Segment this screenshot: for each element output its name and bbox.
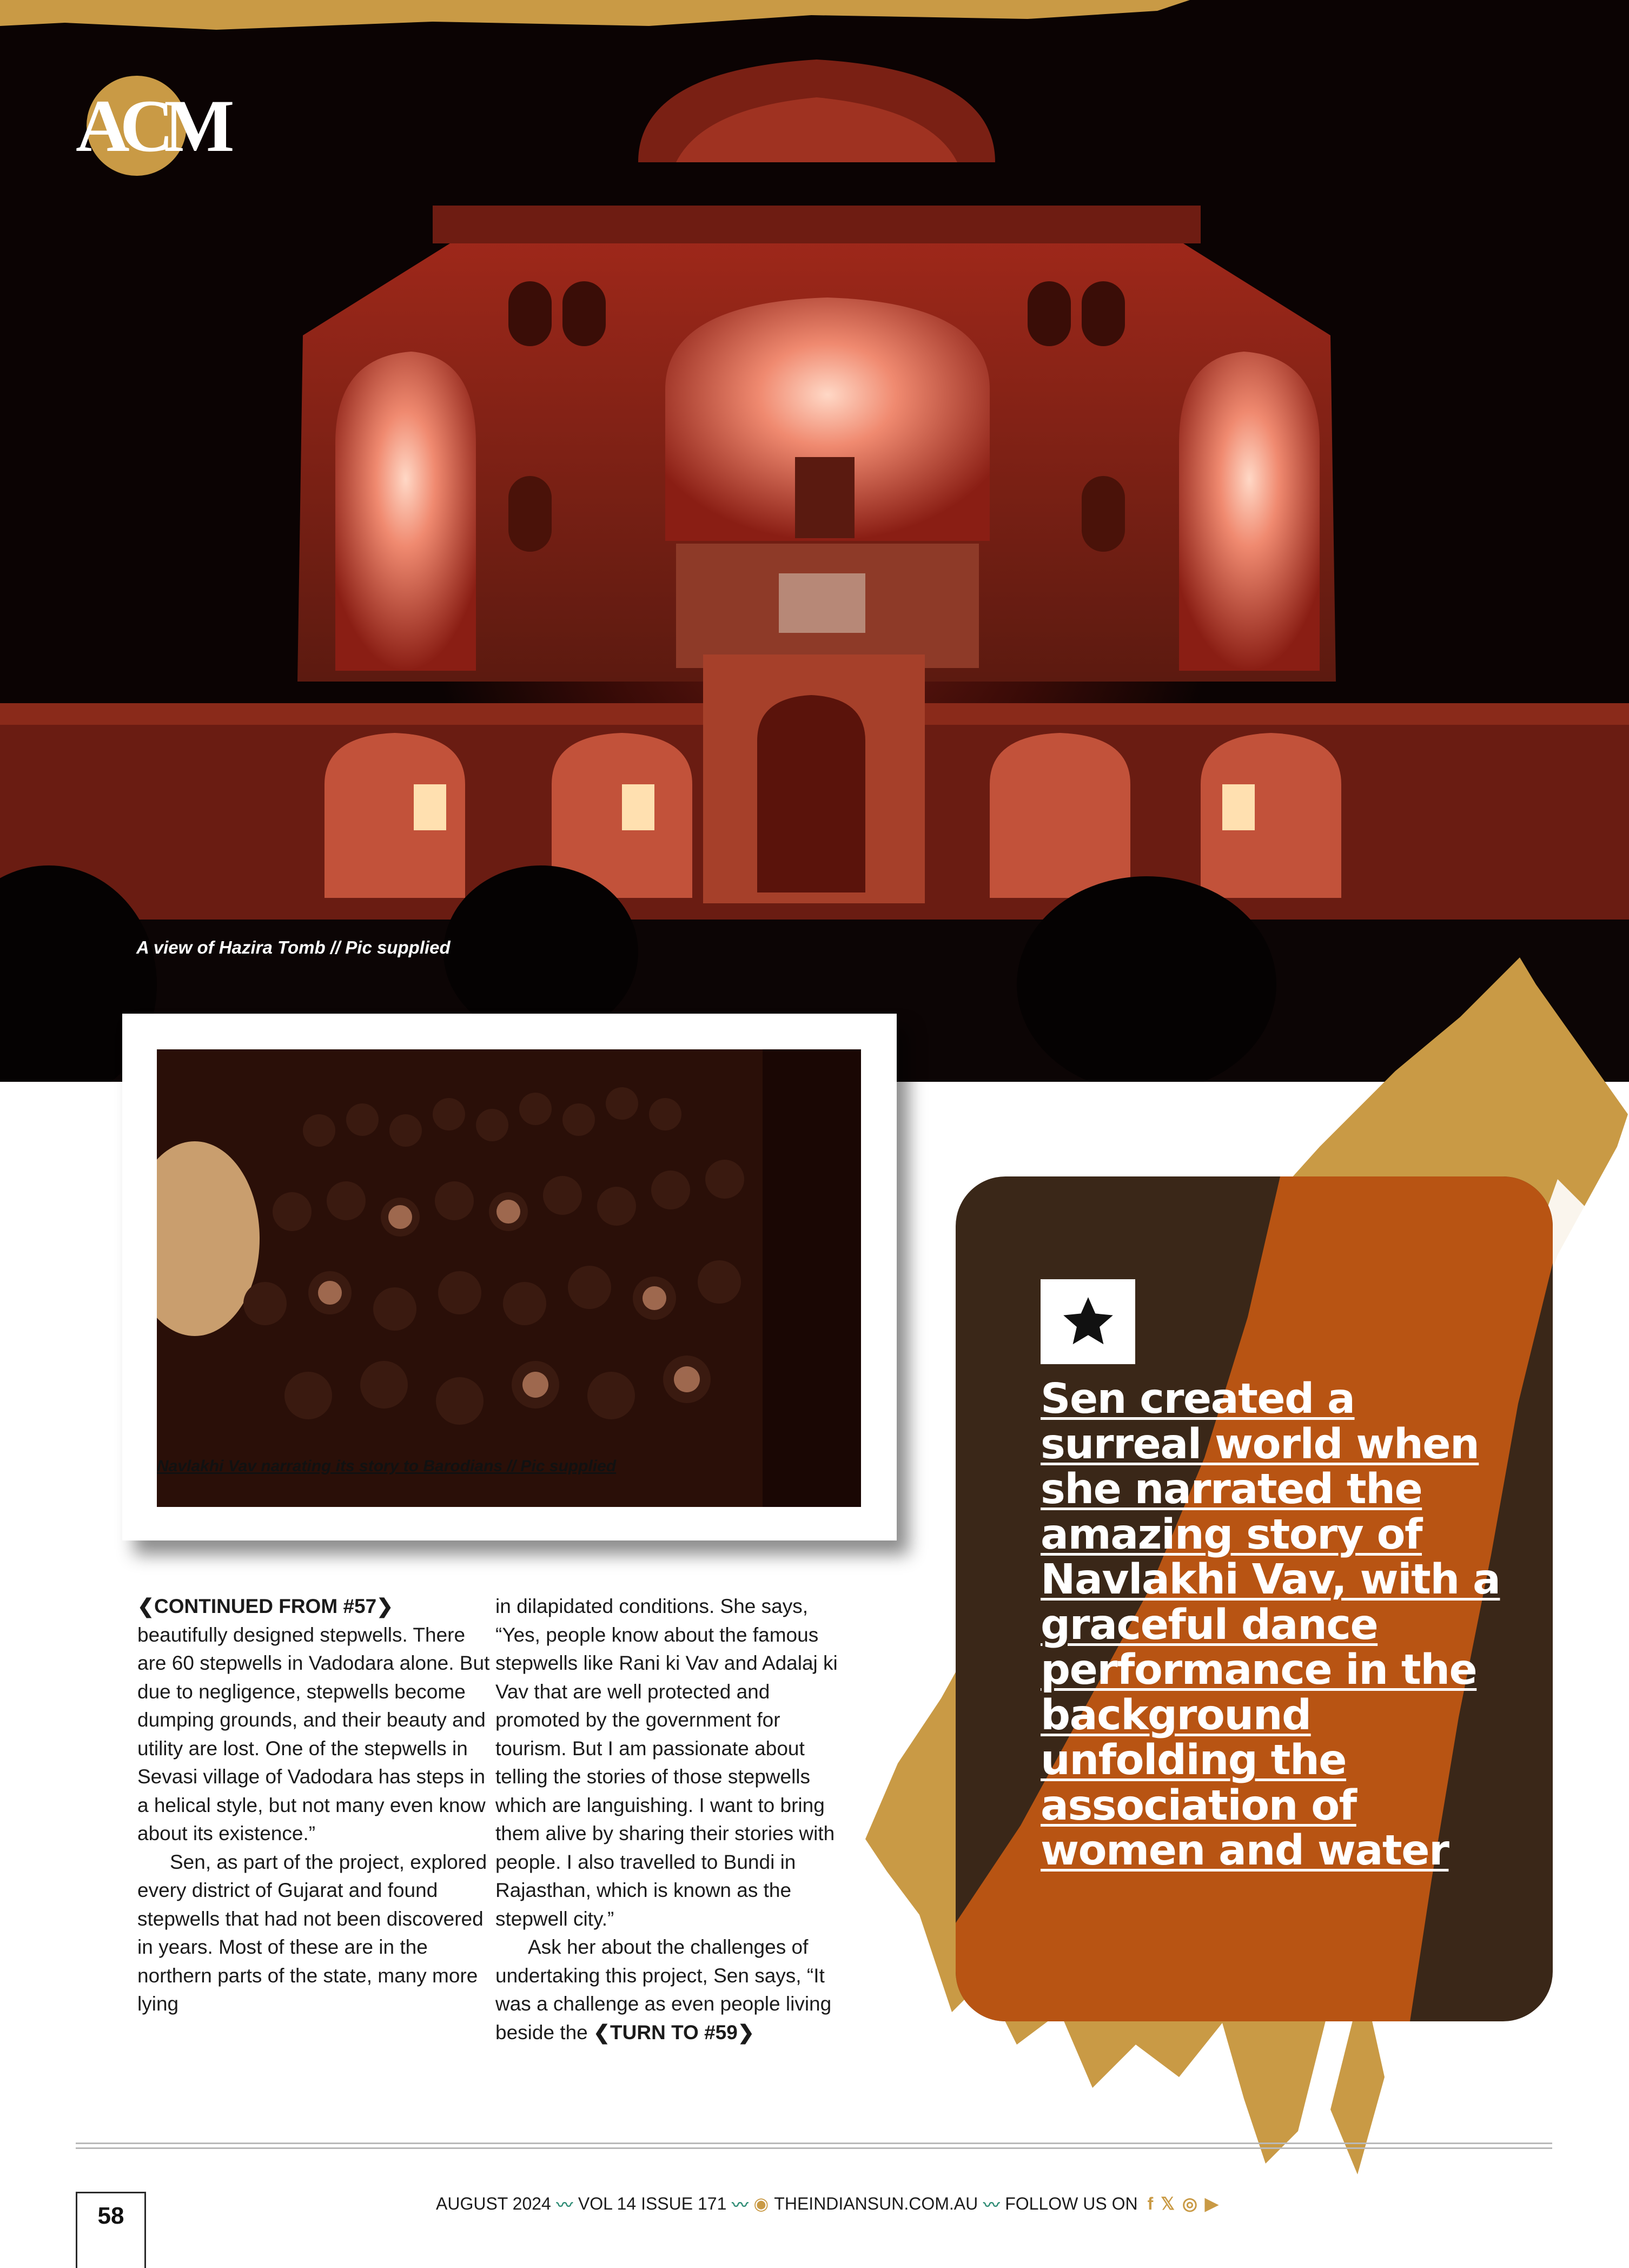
- footer-rule: [76, 2147, 1552, 2149]
- inset-caption: Navlakhi Vav narrating its story to Barodians // Pic supplied: [157, 1457, 617, 1475]
- zigzag-icon: 〰: [732, 2197, 749, 2214]
- issue-date: AUGUST 2024: [436, 2193, 551, 2213]
- hero-caption: A view of Hazira Tomb // Pic supplied: [136, 937, 451, 957]
- zigzag-icon: 〰: [556, 2197, 573, 2214]
- col2-paragraph-2: Ask her about the challenges of undertaking this project, Sen says, “It was a challenge as even people living beside the: [495, 1936, 832, 2044]
- audience-illustration: [157, 1049, 861, 1507]
- audience-photo: [157, 1049, 861, 1507]
- footer-rule: [76, 2143, 1552, 2144]
- youtube-icon[interactable]: ▶: [1204, 2194, 1219, 2213]
- issue-volume: VOL 14 ISSUE 171: [578, 2193, 727, 2213]
- continued-marker: ❮CONTINUED FROM #57❯: [137, 1595, 394, 1617]
- star-badge: [1041, 1279, 1135, 1364]
- gold-brush-strip: [0, 0, 1190, 38]
- website-link[interactable]: THEINDIANSUN.COM.AU: [774, 2193, 978, 2213]
- col1-paragraph-2: Sen, as part of the project, explored every district of Gujarat and found stepwells that had not been discovered in years. Most of these are in the northern parts of the state, many more lying: [137, 1850, 487, 2015]
- zigzag-icon: 〰: [983, 2197, 1000, 2214]
- hazira-tomb-illustration: [0, 0, 1629, 1082]
- instagram-icon[interactable]: ◎: [1182, 2194, 1197, 2213]
- col1-paragraph-1: beautifully designed stepwells. There are 60 stepwells in Vadodara alone. But due to negligence, stepwells become dumping grounds, and their beauty and utility are lost. One of the stepwells in Sevasi village of Vadodara has steps in a helical style, but not many even know about its existence.”: [137, 1623, 490, 1844]
- article-column-1: [137, 1592, 494, 2019]
- turn-to-link[interactable]: ❮TURN TO #59❯: [593, 2021, 754, 2044]
- globe-icon: ◉: [753, 2194, 769, 2213]
- col2-paragraph-1: in dilapidated conditions. She says, “Yes, people know about the famous stepwells like Rani ki Vav and Adalaj ki Vav that are well protected and promoted by the government for tourism. But I am passionate about telling the stories of those stepwells which are languishing. I want to bring them alive by sharing their stories with people. I also travelled to Bundi in Rajasthan, which is known as the stepwell city.”: [495, 1595, 838, 1930]
- acm-logo: ACM: [76, 76, 200, 178]
- article-column-2: [495, 1592, 852, 2047]
- pull-quote-text: Sen created a surreal world when she narrated the amazing story of Navlakhi Vav, with a graceful dance performance in the background unfolding the association of women and water: [1041, 1375, 1500, 1875]
- footer-info: [436, 2192, 1219, 2216]
- facebook-icon[interactable]: f: [1147, 2193, 1154, 2213]
- follow-label: FOLLOW US ON: [1005, 2193, 1138, 2213]
- x-icon[interactable]: 𝕏: [1161, 2194, 1175, 2213]
- hero-photo: [0, 0, 1629, 1082]
- star-icon: [1058, 1292, 1118, 1352]
- page-number: 58: [97, 2203, 124, 2229]
